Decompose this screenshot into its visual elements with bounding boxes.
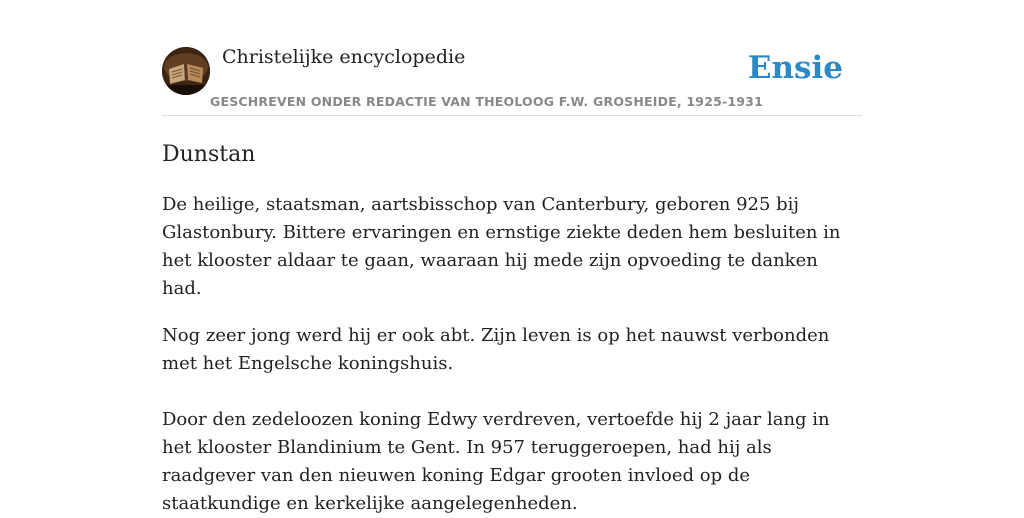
- site-title[interactable]: Christelijke encyclopedie: [222, 46, 466, 68]
- site-subtitle: GESCHREVEN ONDER REDACTIE VAN THEOLOOG F.W. GROSHEIDE, 1925-1931: [210, 94, 763, 109]
- article-title: Dunstan: [162, 142, 256, 167]
- site-header: [162, 44, 862, 116]
- article-paragraph: De heilige, staatsman, aartsbisschop van Canterbury, geboren 925 bij Glastonbury. Bittere ervaringen en ernstige ziekte deden hem besluiten in het klooster aldaar te gaan, waaraan hij mede zijn opvoeding te danken had.: [162, 194, 841, 299]
- open-book-icon: [162, 47, 210, 95]
- article-paragraph: Door den zedeloozen koning Edwy verdreven, vertoefde hij 2 jaar lang in het klooster Blandinium te Gent. In 957 teruggeroepen, had hij als raadgever van den nieuwen koning Edgar grooten invloed op de staatkundige en kerkelijke aangelegenheden.: [162, 409, 830, 514]
- ensie-logo-link[interactable]: Ensie: [747, 50, 843, 86]
- article-card: [162, 44, 862, 518]
- article-paragraph: Nog zeer jong werd hij er ook abt. Zijn leven is op het nauwst verbonden met het Engelsche koningshuis.: [162, 325, 830, 374]
- encyclopedia-avatar[interactable]: [162, 47, 210, 95]
